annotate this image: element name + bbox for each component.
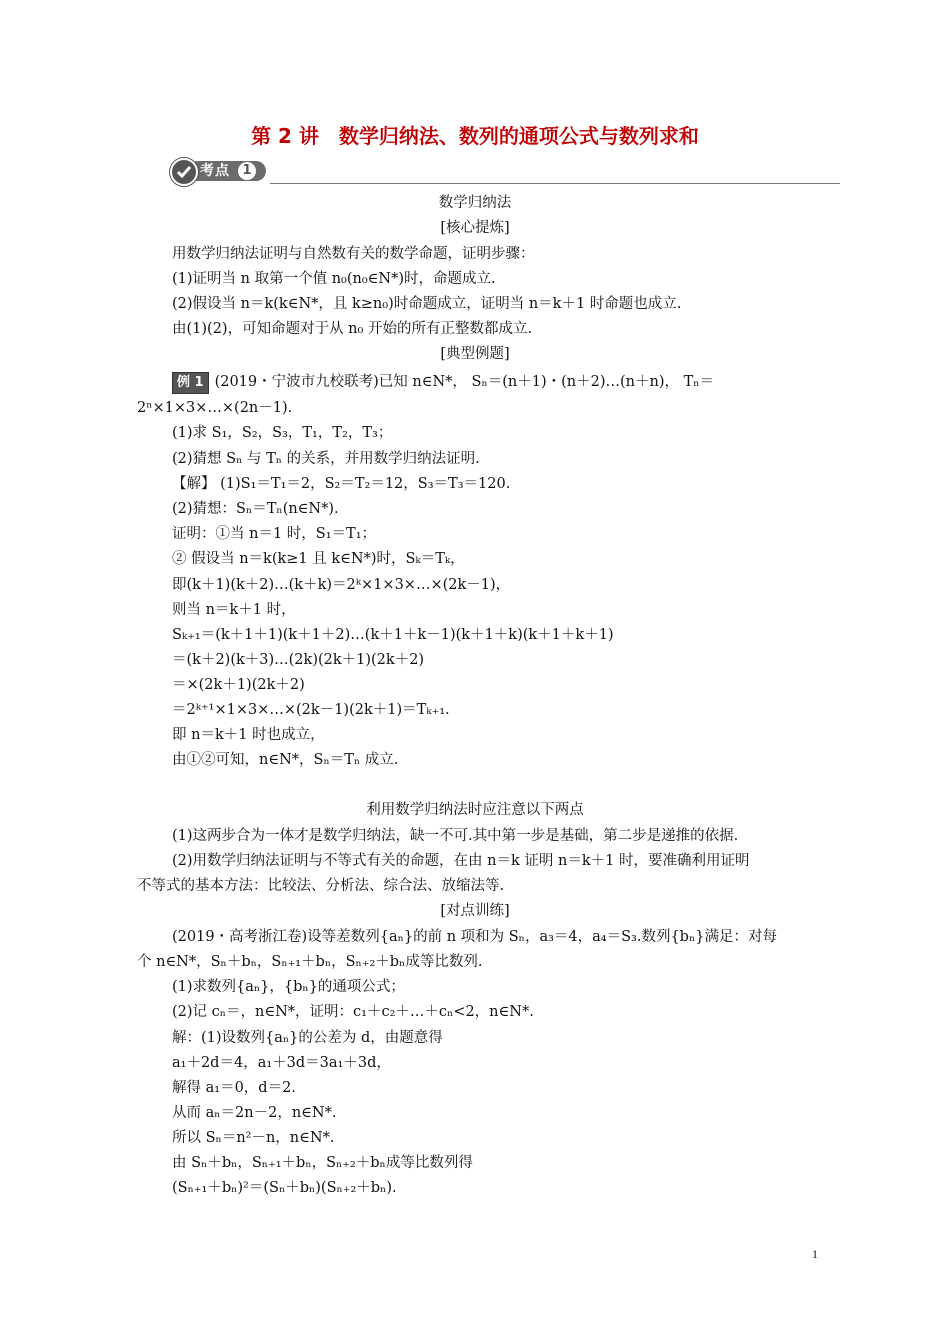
page-title: 第 2 讲 数学归纳法、数列的通项公式与数列求和 (251, 124, 699, 148)
text-line: (1)这两步合为一体才是数学归纳法，缺一不可.其中第一步是基础，第二步是递推的依据. (172, 828, 739, 844)
subheading-practice: [对点训练] (440, 903, 510, 919)
section-header (170, 158, 840, 186)
text-line: (1)求数列{aₙ}，{bₙ}的通项公式； (172, 979, 405, 995)
kaodian-badge (170, 158, 268, 182)
text-line: Sₖ₊₁＝(k＋1＋1)(k＋1＋2)…(k＋1＋k－1)(k＋1＋k)(k＋1＋k＋1) (172, 627, 614, 643)
text-line: 由(1)(2)，可知命题对于从 n₀ 开始的所有正整数都成立. (172, 321, 533, 337)
check-icon (170, 158, 198, 186)
text-line: 从而 aₙ＝2n－2，n∈N*. (172, 1105, 337, 1121)
text-line: 解得 a₁＝0，d＝2. (172, 1080, 296, 1096)
subheading-examples: [典型例题] (440, 346, 510, 362)
text-line: (2)猜想 Sₙ 与 Tₙ 的关系，并用数学归纳法证明. (172, 451, 480, 467)
subheading-core: [核心提炼] (440, 220, 510, 236)
badge-number: 1 (238, 162, 256, 180)
header-rule (270, 183, 840, 184)
text-line: (2)猜想：Sₙ＝Tₙ(n∈N*). (172, 501, 339, 517)
text-line: ＝(k＋2)(k＋3)…(2k)(2k＋1)(2k＋2) (172, 652, 425, 668)
text-line: 解：(1)设数列{aₙ}的公差为 d，由题意得 (172, 1030, 443, 1046)
text-line: 即(k＋1)(k＋2)…(k＋k)＝2ᵏ×1×3×…×(2k－1)， (172, 577, 511, 593)
text-line: 由①②可知，n∈N*，Sₙ＝Tₙ 成立. (172, 752, 399, 768)
text-line: 个 n∈N*，Sₙ＋bₙ，Sₙ₊₁＋bₙ，Sₙ₊₂＋bₙ成等比数列. (137, 954, 483, 970)
text-line: ＝2ᵏ⁺¹×1×3×…×(2k－1)(2k＋1)＝Tₖ₊₁. (172, 702, 450, 718)
text-line: 【解】 (1)S₁＝T₁＝2，S₂＝T₂＝12，S₃＝T₃＝120. (172, 476, 511, 492)
text-line: ＝×(2k＋1)(2k＋2) (172, 677, 305, 693)
text-line: (1)求 S₁，S₂，S₃，T₁，T₂，T₃； (172, 425, 393, 441)
text-line: (2)记 cₙ＝，n∈N*，证明：c₁＋c₂＋…＋cₙ<2，n∈N*. (172, 1004, 534, 1020)
text-line: ② 假设当 n＝k(k≥1 且 k∈N*)时，Sₖ＝Tₖ， (172, 551, 465, 567)
section-heading: 数学归纳法 (438, 195, 512, 211)
text-line: 由 Sₙ＋bₙ，Sₙ₊₁＋bₙ，Sₙ₊₂＋bₙ成等比数列得 (172, 1155, 473, 1171)
text-line: 即 n＝k＋1 时也成立， (172, 727, 325, 743)
text-line: (2)假设当 n＝k(k∈N*，且 k≥n₀)时命题成立，证明当 n＝k＋1 时命题也成立. (172, 296, 682, 312)
text-line: 则当 n＝k＋1 时， (172, 602, 296, 618)
text-line: 所以 Sₙ＝n²－n，n∈N*. (172, 1130, 335, 1146)
text-line: (Sₙ₊₁＋bₙ)²＝(Sₙ＋bₙ)(Sₙ₊₂＋bₙ). (172, 1180, 397, 1196)
page-number: 1 (812, 1247, 818, 1261)
example-line (172, 372, 714, 394)
text-line: (1)证明当 n 取第一个值 n₀(n₀∈N*)时，命题成立. (172, 271, 496, 287)
text-line: 证明：①当 n＝1 时，S₁＝T₁； (172, 526, 377, 542)
text-line: (2)用数学归纳法证明与不等式有关的命题，在由 n＝k 证明 n＝k＋1 时，要准确利用证明 (172, 853, 750, 869)
text-line: (2019・宁波市九校联考)已知 n∈N*， Sₙ＝(n＋1)・(n＋2)…(n＋n)， Tₙ＝ (214, 374, 715, 390)
section-heading: 利用数学归纳法时应注意以下两点 (366, 802, 584, 818)
text-line: 不等式的基本方法：比较法、分析法、综合法、放缩法等. (137, 878, 505, 894)
text-line: a₁＋2d＝4，a₁＋3d＝3a₁＋3d， (172, 1055, 391, 1071)
text-line: 2ⁿ×1×3×…×(2n－1). (137, 400, 293, 416)
text-line: (2019・高考浙江卷)设等差数列{aₙ}的前 n 项和为 Sₙ，a₃＝4，a₄＝S₃.数列{bₙ}满足：对每 (172, 929, 777, 945)
text-line: 用数学归纳法证明与自然数有关的数学命题，证明步骤： (172, 246, 535, 262)
badge-label: 考点 (200, 163, 230, 179)
example-tag: 例 1 (172, 372, 209, 394)
